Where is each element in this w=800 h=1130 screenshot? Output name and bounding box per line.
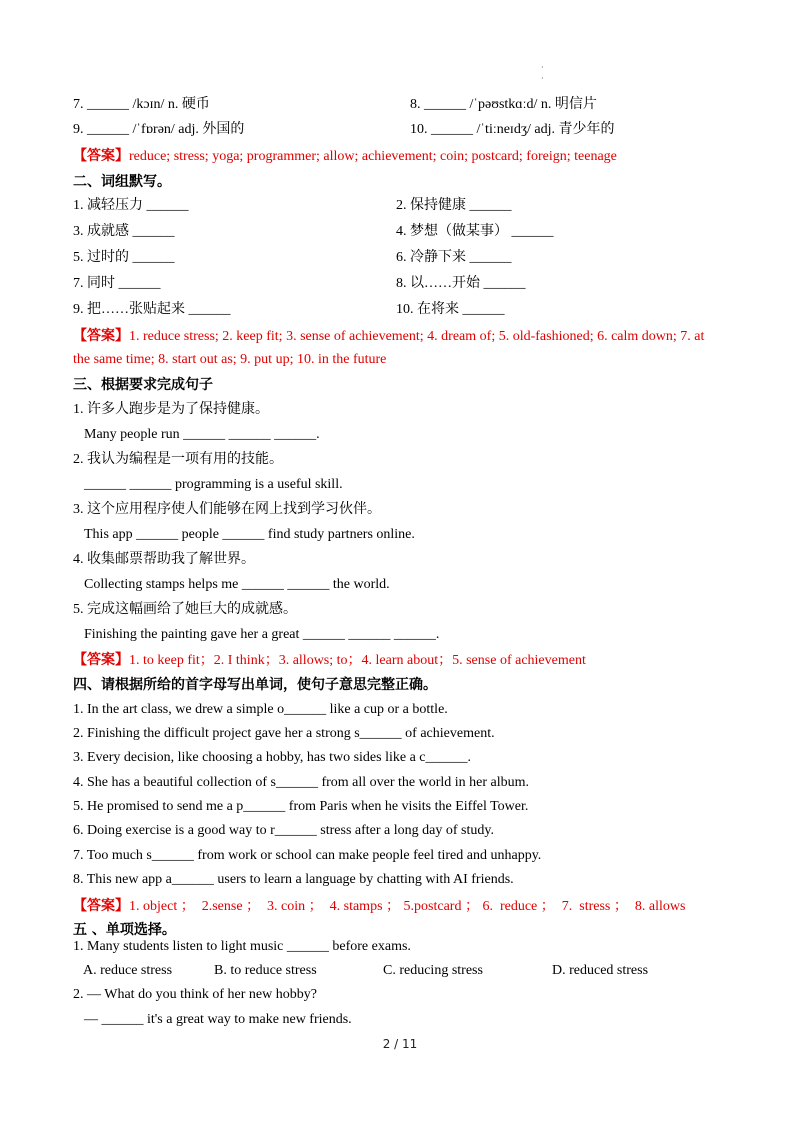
answer-tag: 【答案】 (73, 652, 129, 668)
sentence-en: Many people run ______ ______ ______. (84, 427, 320, 442)
phrase-item: 9. 把……张贴起来 ______ (73, 302, 231, 317)
sentence-en: ______ ______ programming is a useful skill. (84, 477, 343, 492)
phrase-item: 6. 冷静下来 ______ (396, 250, 512, 265)
header-dots: · · (541, 63, 544, 83)
answer-2 (73, 326, 704, 347)
answer-1 (73, 146, 617, 167)
phrase-item: 3. 成就感 ______ (73, 224, 175, 239)
phrase-item: 1. 减轻压力 ______ (73, 198, 189, 213)
mc-question-line: — ______ it's a great way to make new friends. (84, 1012, 352, 1027)
fill-item: 8. This new app a______ users to learn a language by chatting with AI friends. (73, 872, 514, 887)
mc-option-c: C. reducing stress (383, 963, 483, 978)
answer-tag: 【答案】 (73, 148, 129, 164)
sentence-cn: 1. 许多人跑步是为了保持健康。 (73, 402, 269, 417)
mc-question: 1. Many students listen to light music ______ before exams. (73, 939, 411, 954)
fill-item: 3. Every decision, like choosing a hobby, has two sides like a c______. (73, 750, 472, 765)
phrase-item: 10. 在将来 ______ (396, 302, 505, 317)
vocab-item-9: 9. ______ /ˈfɒrən/ adj. 外国的 (73, 122, 245, 137)
fill-item: 1. In the art class, we drew a simple o______ like a cup or a bottle. (73, 702, 448, 717)
phrase-item: 2. 保持健康 ______ (396, 198, 512, 213)
section-4-title: 四、请根据所给的首字母写出单词，使句子意思完整正确。 (73, 677, 437, 693)
fill-item: 6. Doing exercise is a good way to r______ stress after a long day of study. (73, 823, 494, 838)
fill-item: 2. Finishing the difficult project gave her a strong s______ of achievement. (73, 726, 495, 741)
mc-option-b: B. to reduce stress (214, 963, 317, 978)
sentence-cn: 3. 这个应用程序使人们能够在网上找到学习伙伴。 (73, 502, 381, 517)
answer-tag: 【答案】 (73, 898, 129, 914)
sentence-cn: 2. 我认为编程是一项有用的技能。 (73, 452, 283, 467)
fill-item: 4. She has a beautiful collection of s______ from all over the world in her album. (73, 775, 530, 790)
sentence-en: This app ______ people ______ find study partners online. (84, 527, 415, 542)
page-number: 2 / 11 (382, 1037, 418, 1051)
fill-item: 7. Too much s______ from work or school can make people feel tired and unhappy. (73, 848, 542, 863)
mc-question: 2. — What do you think of her new hobby? (73, 987, 317, 1002)
phrase-item: 8. 以……开始 ______ (396, 276, 526, 291)
sentence-en: Collecting stamps helps me ______ ______ the world. (84, 577, 390, 592)
mc-option-a: A. reduce stress (83, 963, 173, 978)
vocab-item-8: 8. ______ /ˈpəʊstkɑːd/ n. 明信片 (410, 97, 597, 112)
answer-4 (73, 896, 685, 917)
answer-text: 1. reduce stress; 2. keep fit; 3. sense of achievement; 4. dream of; 5. old-fashioned; 6. calm down; 7. at (129, 329, 705, 344)
answer-text: reduce; stress; yoga; programmer; allow; achievement; coin; postcard; foreign; teenage (129, 149, 617, 164)
vocab-item-7: 7. ______ /kɔɪn/ n. 硬币 (73, 97, 210, 112)
vocab-item-10: 10. ______ /ˈtiːneɪdʒ/ adj. 青少年的 (410, 122, 615, 137)
answer-3 (73, 650, 586, 671)
answer-text: 1. to keep fit；2. I think；3. allows; to；4. learn about；5. sense of achievement (129, 653, 586, 668)
answer-tag: 【答案】 (73, 328, 129, 344)
fill-item: 5. He promised to send me a p______ from Paris when he visits the Eiffel Tower. (73, 799, 529, 814)
section-5-title: 五 、单项选择。 (73, 922, 176, 938)
sentence-cn: 5. 完成这幅画给了她巨大的成就感。 (73, 602, 297, 617)
answer-text: 1. object ； 2.sense ； 3. coin ； 4. stamps ； 5.postcard ； 6. reduce ； 7. stress ； 8. allows (129, 899, 686, 914)
sentence-cn: 4. 收集邮票帮助我了解世界。 (73, 552, 255, 567)
phrase-item: 5. 过时的 ______ (73, 250, 175, 265)
section-3-title: 三、根据要求完成句子 (73, 377, 213, 393)
phrase-item: 7. 同时 ______ (73, 276, 161, 291)
answer-2-continued: the same time; 8. start out as; 9. put up; 10. in the future (73, 352, 387, 367)
section-2-title: 二、词组默写。 (73, 174, 171, 190)
sentence-en: Finishing the painting gave her a great ______ ______ ______. (84, 627, 440, 642)
mc-option-d: D. reduced stress (552, 963, 649, 978)
phrase-item: 4. 梦想（做某事） ______ (396, 224, 554, 239)
